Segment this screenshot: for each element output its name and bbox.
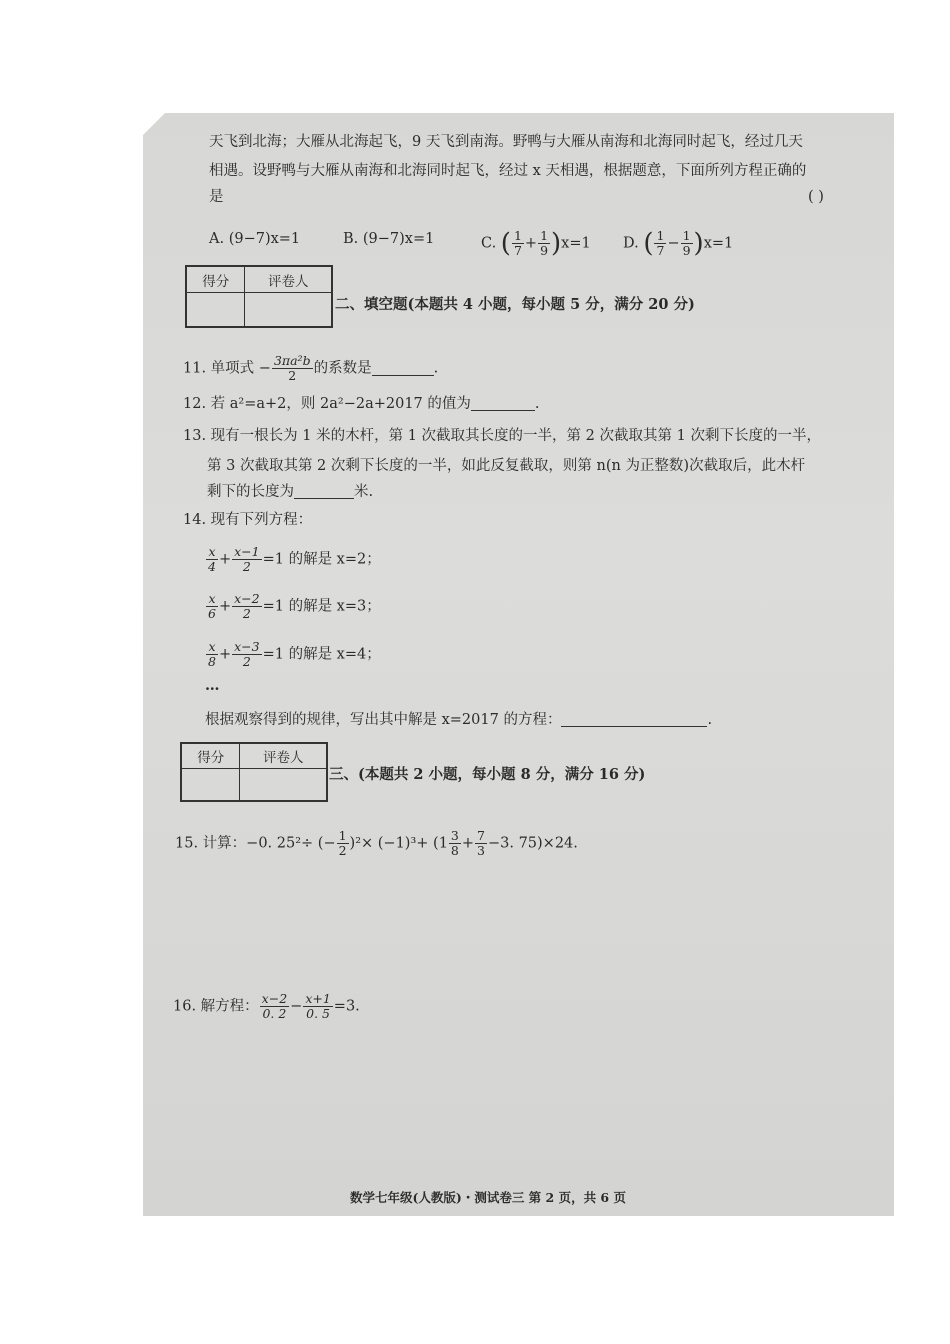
- equation-2: $\frac{x}{6}$ + $\frac{x-2}{2}$ =1 的解是 x=3；: [208, 591, 381, 621]
- q10-line-3: 是: [209, 189, 224, 205]
- option-a: A. (9−7)x=1: [209, 231, 301, 247]
- grader-cell: [240, 769, 327, 801]
- question-13-line-2: 第 3 次截取其第 2 次剩下长度的一半，如此反复截取，则第 n(n 为正整数)次截取后，此木杆: [207, 458, 806, 474]
- option-d: D. ( $\frac{1}{7}$ − $\frac{1}{9}$ )x=1: [623, 228, 734, 259]
- ellipsis: …: [205, 677, 220, 694]
- q10-line-2: 相遇。设野鸭与大雁从南海和北海同时起飞，经过 x 天相遇，根据题意，下面所列方程正确的: [209, 163, 807, 179]
- page-footer: 数学七年级(人教版)・测试卷三 第 2 页，共 6 页: [350, 1190, 626, 1205]
- question-14-conclusion: 根据观察得到的规律，写出其中解是 x=2017 的方程： .: [205, 712, 713, 728]
- question-13-line-1: 13. 现有一根长为 1 米的木杆，第 1 次截取其长度的一半，第 2 次截取其第 1 次剩下长度的一半，: [183, 428, 821, 444]
- question-14-intro: 14. 现有下列方程：: [183, 512, 313, 528]
- section-3-title: 三、(本题共 2 小题，每小题 8 分，满分 16 分): [329, 766, 646, 783]
- grader-cell: [245, 293, 332, 327]
- score-label: 得分: [187, 267, 245, 293]
- score-label: 得分: [182, 744, 240, 769]
- question-12: 12. 若 a²=a+2，则 2a²−2a+2017 的值为 .: [183, 396, 540, 412]
- score-cell: [187, 293, 245, 327]
- q10-line-1: 天飞到北海；大雁从北海起飞，9 天飞到南海。野鸭与大雁从南海和北海同时起飞，经过几天: [209, 134, 803, 150]
- score-box-section-3: [180, 742, 328, 802]
- equation-1: $\frac{x}{4}$ + $\frac{x-1}{2}$ =1 的解是 x=2；: [208, 544, 381, 574]
- question-16: 16. 解方程： $\frac{x-2}{0. 2}$ − $\frac{x+1}{0. 5}$ =3.: [173, 991, 360, 1021]
- page-corner-fold: [143, 113, 165, 135]
- grader-label: 评卷人: [245, 267, 332, 293]
- section-2-title: 二、填空题(本题共 4 小题，每小题 5 分，满分 20 分): [335, 296, 695, 313]
- answer-bracket: ( ): [808, 189, 824, 205]
- exam-page: [143, 113, 894, 1216]
- score-box-section-2: [185, 265, 333, 328]
- option-c: C. ( $\frac{1}{7}$ + $\frac{1}{9}$ )x=1: [481, 228, 591, 259]
- grader-label: 评卷人: [240, 744, 327, 769]
- question-11: 11. 单项式 − $\frac{\text{3πa²b}}{2}$ 的系数是 .: [183, 353, 439, 383]
- question-13-line-3: 剩下的长度为 米.: [207, 484, 374, 500]
- score-cell: [182, 769, 240, 801]
- equation-3: $\frac{x}{8}$ + $\frac{x-3}{2}$ =1 的解是 x=4；: [208, 639, 381, 669]
- option-b: B. (9−7)x=1: [343, 231, 435, 247]
- question-15: 15. 计算：−0. 25²÷ (− $\frac{1}{2}$ )²× (−1)³+ (1 $\frac{3}{8}$ + $\frac{7}{3}$ −3. 75)×24.: [175, 828, 578, 858]
